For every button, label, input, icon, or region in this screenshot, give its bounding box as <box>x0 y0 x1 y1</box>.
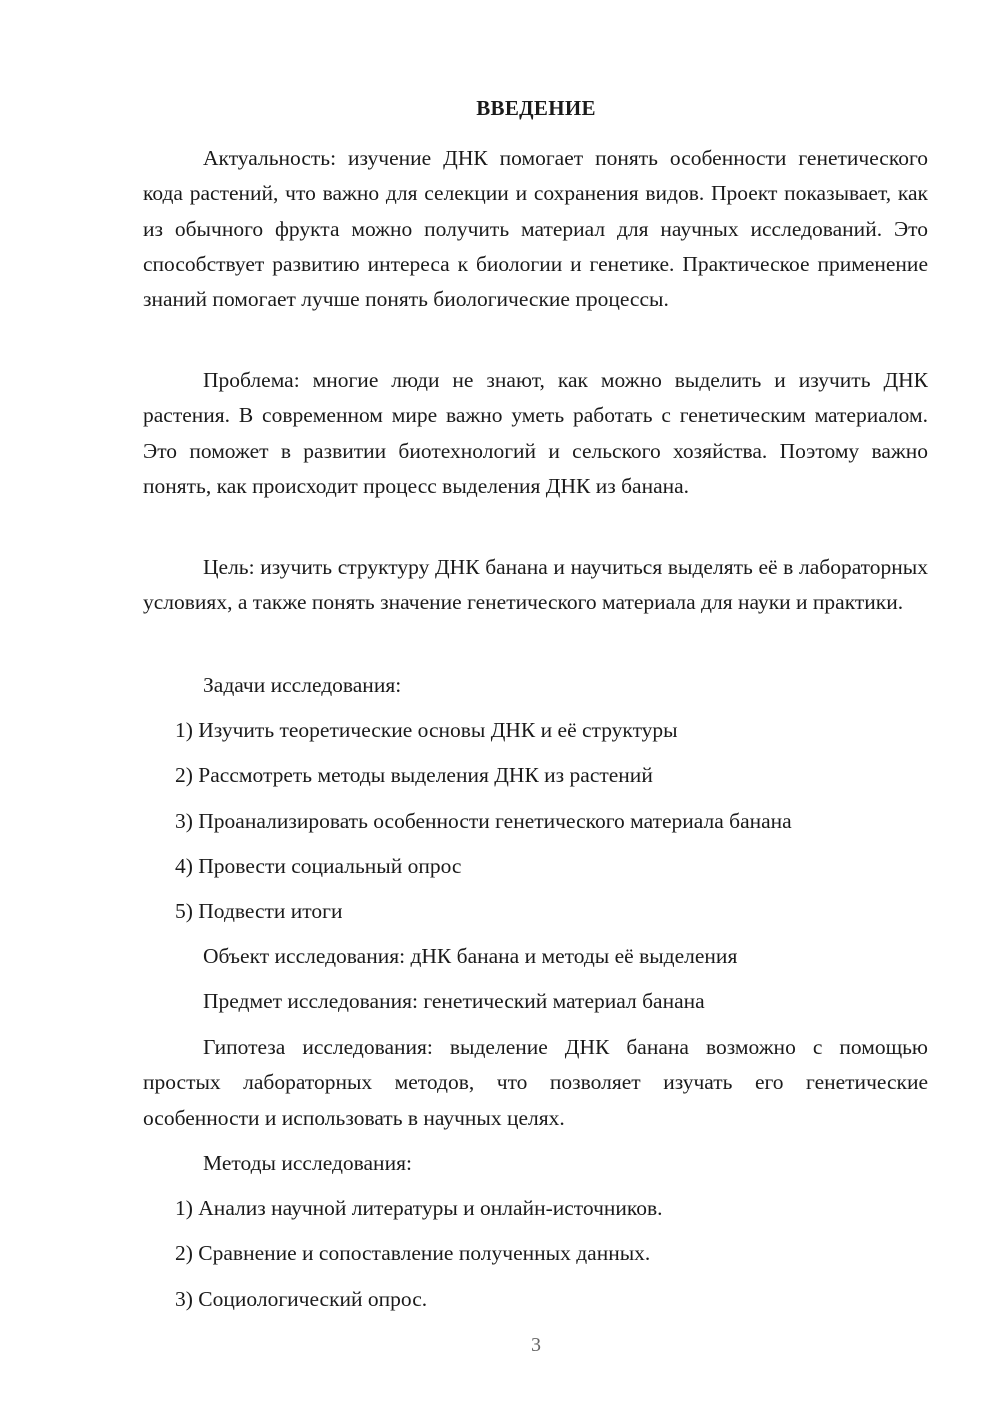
object-line: Объект исследования: дНК банана и методы её выделения <box>203 944 738 968</box>
hypothesis-paragraph <box>143 1030 928 1136</box>
method-item: 1) Анализ научной литературы и онлайн-источников. <box>175 1196 663 1220</box>
task-item: 4) Провести социальный опрос <box>175 854 462 878</box>
task-item: 5) Подвести итоги <box>175 899 343 923</box>
relevance-paragraph <box>143 141 928 317</box>
task-item: 1) Изучить теоретические основы ДНК и её структуры <box>175 718 678 742</box>
problem-paragraph <box>143 363 928 504</box>
method-item: 2) Сравнение и сопоставление полученных данных. <box>175 1241 651 1265</box>
task-item: 2) Рассмотреть методы выделения ДНК из растений <box>175 763 653 787</box>
goal-paragraph <box>143 550 928 621</box>
methods-label: Методы исследования: <box>203 1151 412 1175</box>
problem-text: Проблема: многие люди не знают, как можно выделить и изучить ДНК растения. В современном мире важно уметь работать с генетическим материалом. Это поможет в развитии биотехнологий и сельского хозяйства. Поэтому важно понять, как происходит процесс выделения ДНК из банана. <box>143 368 928 498</box>
method-item: 3) Социологический опрос. <box>175 1287 428 1311</box>
page-number: 3 <box>531 1334 541 1356</box>
hypothesis-text: Гипотеза исследования: выделение ДНК банана возможно с помощью простых лабораторных методов, что позволяет изучать его генетические особенности и использовать в научных целях. <box>143 1035 928 1130</box>
goal-text: Цель: изучить структуру ДНК банана и научиться выделять её в лабораторных условиях, а также понять значение генетического материала для науки и практики. <box>143 555 928 615</box>
relevance-text: Актуальность: изучение ДНК помогает понять особенности генетического кода растений, что важно для селекции и сохранения видов. Проект показывает, как из обычного фрукта можно получить материал для научных исследований. Это способствует развитию интереса к биологии и генетике. Практическое применение знаний помогает лучше понять биологические процессы. <box>143 146 928 312</box>
tasks-label: Задачи исследования: <box>203 673 402 697</box>
task-item: 3) Проанализировать особенности генетического материала банана <box>175 809 792 833</box>
page-title: ВВЕДЕНИЕ <box>476 96 596 120</box>
subject-line: Предмет исследования: генетический материал банана <box>203 989 705 1013</box>
